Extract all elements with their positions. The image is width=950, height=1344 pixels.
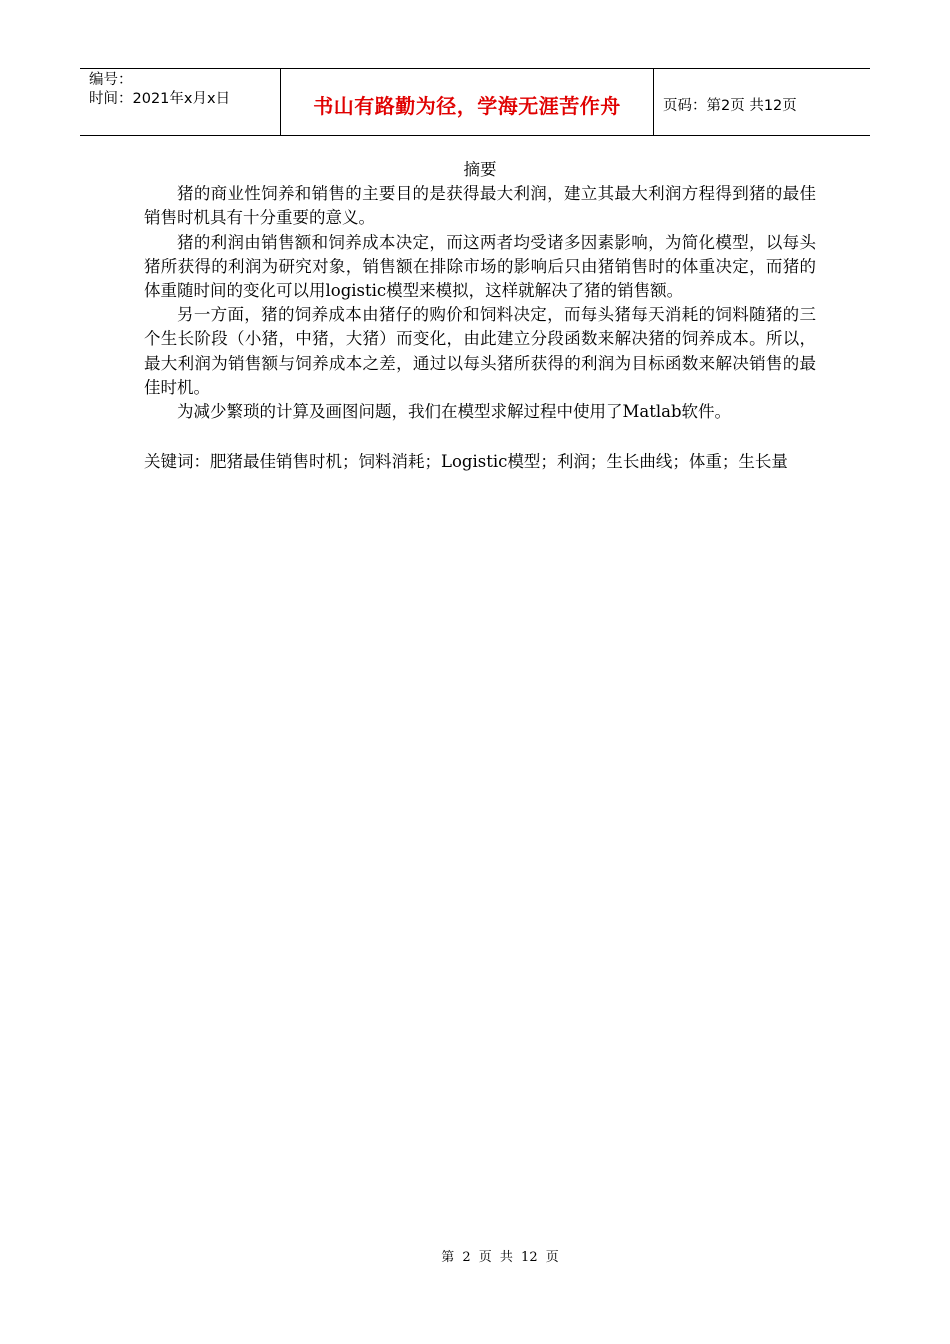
keywords-line: 关键词：肥猪最佳销售时机；饲料消耗；Logistic模型；利润；生长曲线；体重；生长量 — [144, 452, 788, 472]
document-number-label: 编号： — [89, 72, 133, 88]
document-header — [80, 68, 870, 136]
document-date-label: 时间：2021年x月x日 — [89, 91, 231, 107]
abstract-title: 摘要 — [463, 160, 497, 179]
abstract-paragraph-3: 另一方面，猪的饲养成本由猪仔的购价和饲料决定，而每头猪每天消耗的饲料随猪的三个生长阶段（小猪，中猪，大猪）而变化，由此建立分段函数来解决猪的饲养成本。所以，最大利润为销售额与饲养成本之差，通过以每头猪所获得的利润为目标函数来解决销售的最佳时机。 — [144, 305, 816, 397]
abstract-section — [144, 158, 816, 474]
header-page-cell — [654, 69, 870, 135]
abstract-paragraph-1: 猪的商业性饲养和销售的主要目的是获得最大利润，建立其最大利润方程得到猪的最佳销售时机具有十分重要的意义。 — [144, 184, 816, 228]
header-motto: 书山有路勤为径，学海无涯苦作舟 — [313, 93, 621, 118]
abstract-paragraph-4: 为减少繁琐的计算及画图问题，我们在模型求解过程中使用了Matlab软件。 — [177, 402, 732, 422]
page-footer: 第 2 页 共 12 页 — [441, 1250, 559, 1265]
abstract-paragraph-2: 猪的利润由销售额和饲养成本决定，而这两者均受诸多因素影响，为简化模型，以每头猪所获得的利润为研究对象，销售额在排除市场的影响后只由猪销售时的体重决定，而猪的体重随时间的变化可以用logistic模型来模拟，这样就解决了猪的销售额。 — [144, 232, 816, 301]
header-motto-cell — [281, 69, 654, 135]
header-meta-cell — [80, 69, 281, 135]
header-page-info: 页码：第2页 共12页 — [663, 97, 797, 114]
